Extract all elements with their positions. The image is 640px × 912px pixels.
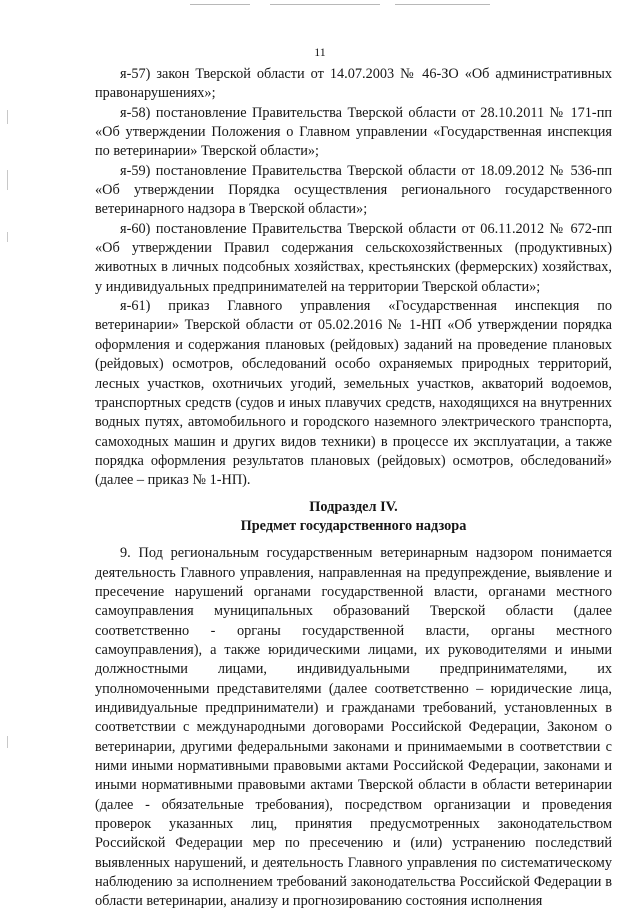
- list-item-58: я-58) постановление Правительства Тверской области от 28.10.2011 № 171-пп «Об утверждении Положения о Главном управлении «Государственная инспекция по ветеринарии» Тверской области»;: [95, 104, 612, 160]
- paragraph-9: 9. Под региональным государственным ветеринарным надзором понимается деятельность Главного управления, направленная на предупреждение, выявление и пресечение нарушений органами государственной власти, органами местного самоуправления муниципальных образований Тверской области (далее соответственно - органы государственной власти, органы местного самоуправления), а также юридическими лицами, их руководителями и иными должностными лицами, индивидуальными предпринимателями, их уполномоченными представителями (далее соответственно – юридические лица, индивидуальные предприниматели) и гражданами требований, установленных в соответствии с международными договорами Российской Федерации, Законом о ветеринарии, другими федеральными законами и принимаемыми в соответствии с ними иными нормативными правовыми актами Российской Федерации, законами и иными нормативными правовыми актами Тверской области в области ветеринарии (далее - обязательные требования), посредством организации и проведения проверок указанных лиц, принятия предусмотренных законодательством Российской Федерации мер по пресечению и (или) устранению последствий выявленных нарушений, и деятельность Главного управления по систематическому наблюдению за исполнением требований законодательства Российской Федерации в области ветеринарии, анализу и прогнозированию состояния исполнения: [95, 545, 612, 910]
- subsection-label: Подраздел IV.: [309, 498, 398, 515]
- scan-margin-mark: [7, 170, 8, 190]
- list-item-61: я-61) приказ Главного управления «Государственная инспекция по ветеринарии» Тверской области от 05.02.2016 № 1-НП «Об утверждении порядка оформления и содержания плановых (рейдовых) заданий на проведение плановых (рейдовых) осмотров, обследований особо охраняемых природных территорий, лесных участков, охотничьих угодий, земельных участков, акваторий водоемов, транспортных средств (судов и иных плавучих средств, находящихся на внутренних водных путях, автомобильного и городского наземного электрического транспорта, самоходных машин и других видов техники) в процессе их эксплуатации, а также порядка оформления результатов плановых (рейдовых) осмотров, обследований» (далее – приказ № 1-НП).: [95, 298, 612, 489]
- scan-margin-mark: [7, 232, 8, 242]
- scan-top-marks: [190, 4, 490, 6]
- list-item-59: я-59) постановление Правительства Тверской области от 18.09.2012 № 536-пп «Об утверждении Порядка осуществления регионального государственного ветеринарного надзора в Тверской области»;: [95, 162, 612, 218]
- section-title: Предмет государственного надзора: [240, 517, 467, 534]
- list-item-57: я-57) закон Тверской области от 14.07.2003 № 46-ЗО «Об административных правонарушениях»;: [95, 66, 612, 102]
- scan-margin-mark: [7, 736, 8, 748]
- document-body: [95, 65, 612, 912]
- page-number: 11: [314, 45, 326, 59]
- scan-margin-mark: [7, 110, 8, 124]
- list-item-60: я-60) постановление Правительства Тверской области от 06.11.2012 № 672-пп «Об утверждении Правил содержания сельскохозяйственных (продуктивных) животных в личных подсобных хозяйствах, крестьянских (фермерских) хозяйствах, у индивидуальных предпринимателей на территории Тверской области»;: [95, 220, 612, 295]
